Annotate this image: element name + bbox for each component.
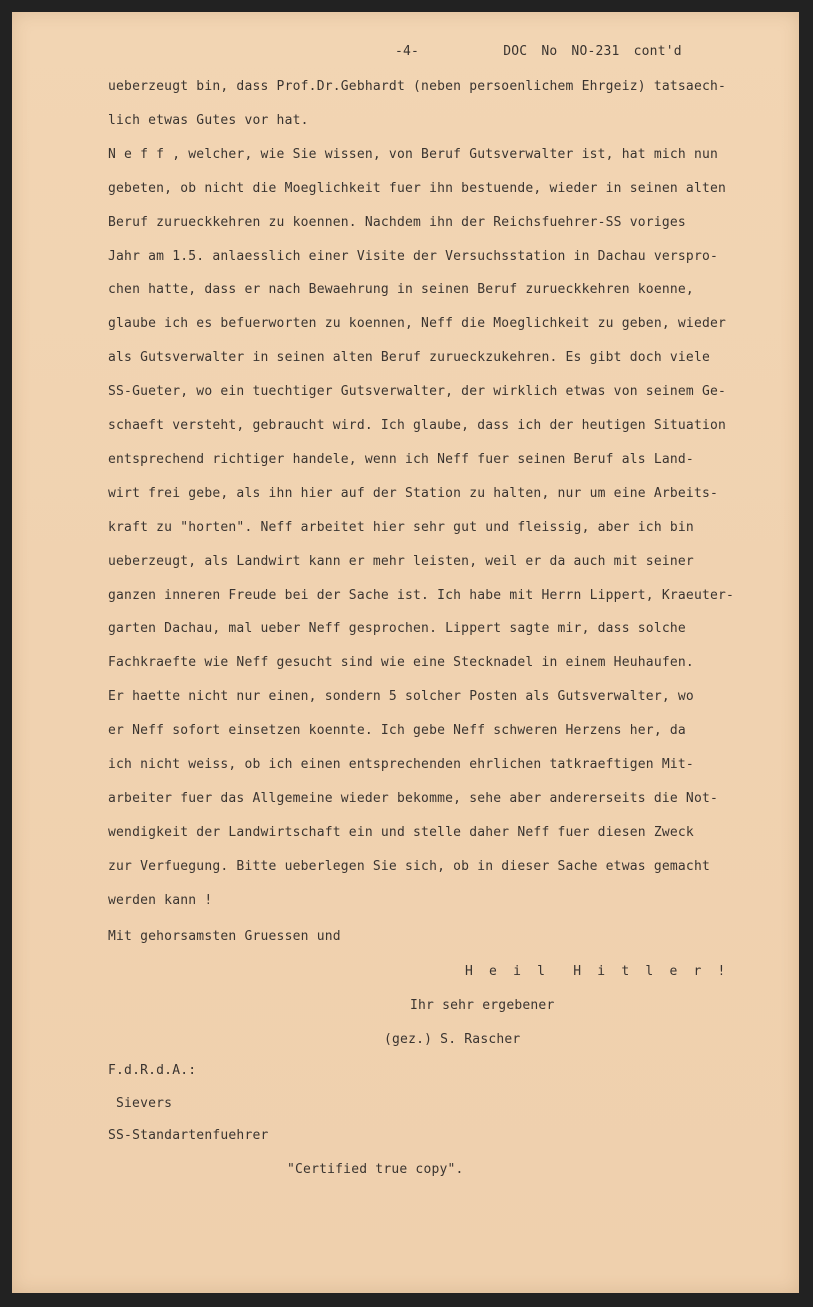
signature-line: (gez.) S. Rascher [384, 1032, 521, 1047]
body-line: Beruf zurueckkehren zu koennen. Nachdem ihn der Reichsfuehrer-SS voriges [108, 214, 686, 230]
closing-yours: Ihr sehr ergebener [410, 998, 555, 1013]
sievers-rank: SS-Standartenfuehrer [108, 1128, 269, 1143]
body-line: Jahr am 1.5. anlaesslich einer Visite der Versuchsstation in Dachau verspro- [108, 248, 719, 264]
body-line: SS-Gueter, wo ein tuechtiger Gutsverwalter, der wirklich etwas von seinem Ge- [108, 384, 727, 400]
body-line: entsprechend richtiger handele, wenn ich Neff fuer seinen Beruf als Land- [108, 451, 694, 467]
body-line: garten Dachau, mal ueber Neff gesprochen. Lippert sagte mir, dass solche [108, 621, 686, 637]
body-line: chen hatte, dass er nach Bewaehrung in seinen Beruf zurueckkehren koenne, [108, 282, 694, 298]
body-line: wirt frei gebe, als ihn hier auf der Station zu halten, nur um eine Arbeits- [108, 485, 719, 501]
body-line: als Gutsverwalter in seinen alten Beruf zurueckzukehren. Es gibt doch viele [108, 350, 710, 366]
body-line: gebeten, ob nicht die Moeglichkeit fuer ihn bestuende, wieder in seinen alten [108, 180, 727, 196]
body-line: werden kann ! [108, 892, 213, 908]
body-line: lich etwas Gutes vor hat. [108, 112, 309, 128]
page-header: -4- DOC No NO-231 cont'd [395, 44, 682, 59]
body-line: ueberzeugt bin, dass Prof.Dr.Gebhardt (neben persoenlichem Ehrgeiz) tatsaech- [108, 79, 727, 94]
body-line: zur Verfuegung. Bitte ueberlegen Sie sich, ob in dieser Sache etwas gemacht [108, 858, 710, 874]
body-line: glaube ich es befuerworten zu koennen, Neff die Moeglichkeit zu geben, wieder [108, 316, 727, 332]
closing-greeting: Mit gehorsamsten Gruessen und [108, 929, 341, 944]
body-line: Er haette nicht nur einen, sondern 5 solcher Posten als Gutsverwalter, wo [108, 689, 694, 705]
certified-copy: "Certified true copy". [287, 1162, 464, 1177]
body-line: ich nicht weiss, ob ich einen entsprechenden ehrlichen tatkraeftigen Mit- [108, 757, 694, 772]
fdrda-line: F.d.R.d.A.: [108, 1063, 197, 1078]
body-line: wendigkeit der Landwirtschaft ein und stelle daher Neff fuer diesen Zweck [108, 824, 694, 840]
sievers-name: Sievers [116, 1096, 173, 1111]
body-line: Fachkraefte wie Neff gesucht sind wie eine Stecknadel in einem Heuhaufen. [108, 655, 694, 671]
body-line: ganzen inneren Freude bei der Sache ist. Ich habe mit Herrn Lippert, Kraeuter- [108, 587, 735, 603]
body-line: schaeft versteht, gebraucht wird. Ich glaube, dass ich der heutigen Situation [108, 418, 727, 433]
body-line: kraft zu "horten". Neff arbeitet hier sehr gut und fleissig, aber ich bin [108, 519, 694, 535]
salute: H e i l H i t l e r ! [465, 964, 730, 979]
body-line: er Neff sofort einsetzen koennte. Ich gebe Neff schweren Herzens her, da [108, 723, 686, 739]
body-line: ueberzeugt, als Landwirt kann er mehr leisten, weil er da auch mit seiner [108, 553, 694, 569]
body-line: N e f f , welcher, wie Sie wissen, von Beruf Gutsverwalter ist, hat mich nun [108, 146, 719, 162]
body-line: arbeiter fuer das Allgemeine wieder bekomme, sehe aber andererseits die Not- [108, 790, 719, 806]
